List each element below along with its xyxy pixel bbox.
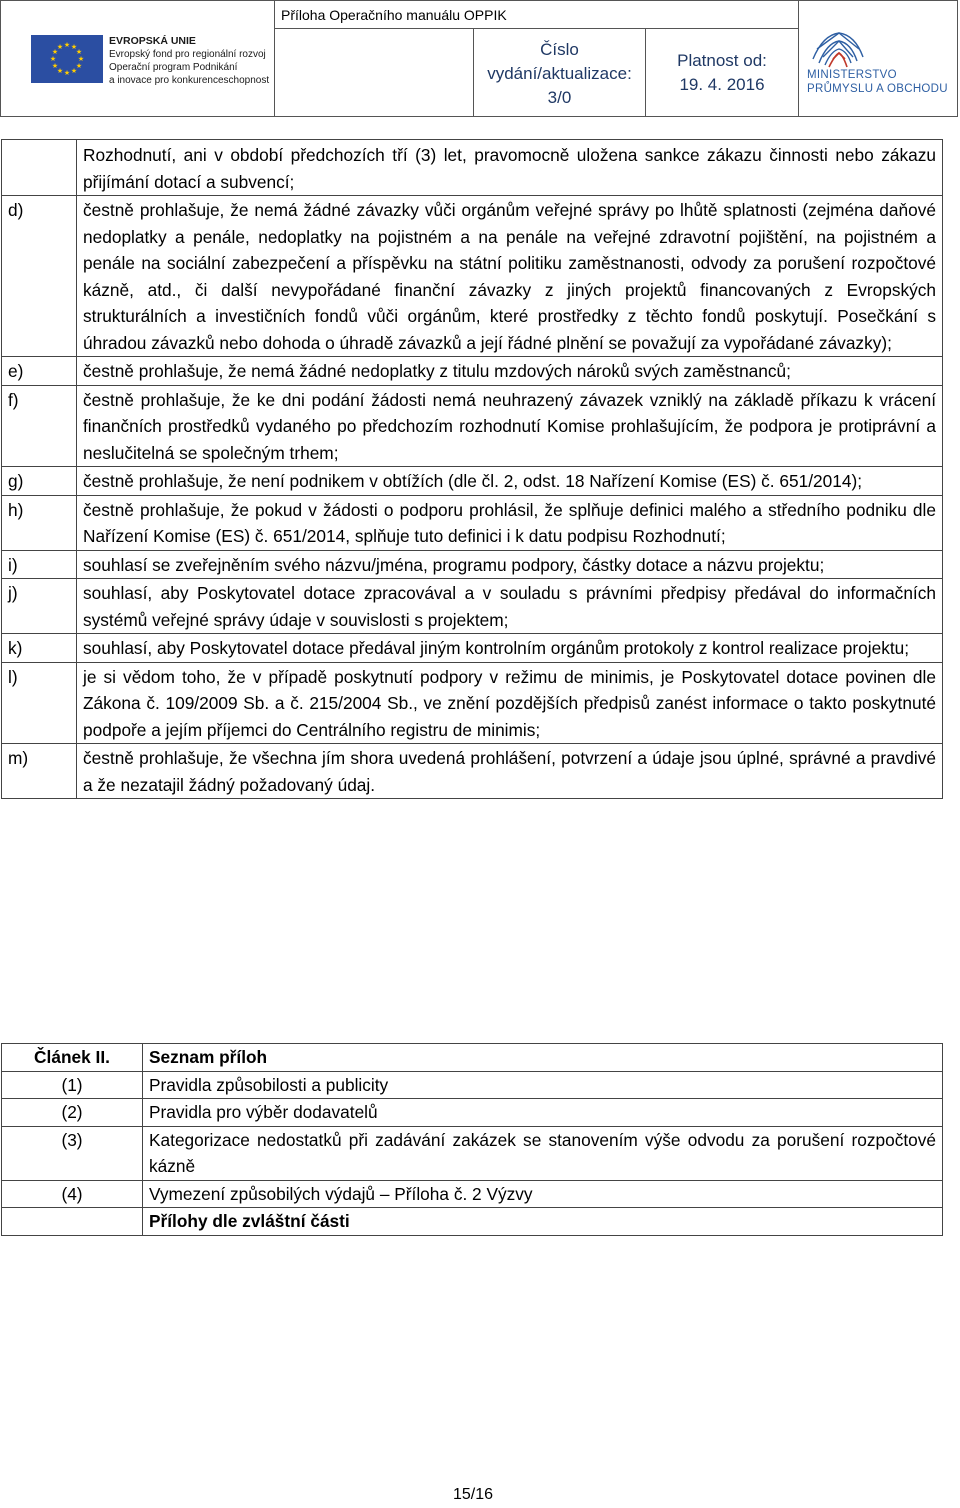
declaration-row (2, 744, 943, 799)
svg-text:★: ★ (49, 55, 57, 63)
declaration-row (2, 579, 943, 634)
declaration-text: čestně prohlašuje, že pokud v žádosti o podporu prohlásil, že splňuje definici malého a středního podniku dle Nařízení Komise (ES) č. 651/2014, splňuje tuto definici i k datu podpisu Rozhodnutí; (77, 495, 943, 550)
declarations-table (1, 139, 943, 799)
ministry-logo-icon (809, 29, 867, 69)
attachment-row (2, 1071, 943, 1099)
svg-text:★: ★ (75, 62, 83, 70)
declaration-label: l) (2, 662, 77, 744)
version-label-2: vydání/aktualizace: (487, 64, 632, 83)
declaration-text: souhlasí, aby Poskytovatel dotace předával jiným kontrolním orgánům protokoly z kontrol realizace projektu; (77, 634, 943, 663)
attachment-label: (2) (2, 1099, 143, 1127)
declaration-text: čestně prohlašuje, že nemá žádné nedoplatky z titulu mzdových nároků svých zaměstnanců; (77, 357, 943, 386)
attachment-row (2, 1126, 943, 1180)
declaration-text: čestně prohlašuje, že ke dni podání žádosti nemá neuhrazený závazek vzniklý na základě příkazu k vrácení finančních prostředků vydaného po předchozím rozhodnutí Komise prohlašujícím, že podpora je protiprávní a neslučitelná se společným trhem; (77, 385, 943, 467)
svg-text:★: ★ (77, 55, 85, 63)
attachments-table (1, 1043, 943, 1236)
eu-logo-cell (1, 1, 275, 116)
declaration-label (2, 140, 77, 196)
eu-program-sub: a inovace pro konkurenceschopnost (109, 75, 270, 86)
attachment-text: Pravidla způsobilosti a publicity (143, 1071, 943, 1099)
declaration-text: čestně prohlašuje, že není podnikem v obtížích (dle čl. 2, odst. 18 Nařízení Komise (ES) č. 651/2014); (77, 467, 943, 496)
eu-program-text (109, 35, 274, 87)
doc-title: Příloha Operačního manuálu OPPIK (275, 1, 799, 29)
declaration-label: f) (2, 385, 77, 467)
attachment-text: Pravidla pro výběr dodavatelů (143, 1099, 943, 1127)
declaration-text: je si vědom toho, že v případě poskytnutí podpory v režimu de minimis, je Poskytovatel dotace povinen dle Zákona č. 109/2009 Sb. a č. 215/2004 Sb., ve znění pozdějších předpisů zanést informace o takto poskytnuté podpoře a jejím příjemci do Centrálního registru de minimis; (77, 662, 943, 744)
special-label (2, 1208, 143, 1236)
declaration-label: d) (2, 196, 77, 357)
declaration-label: e) (2, 357, 77, 386)
declaration-row (2, 550, 943, 579)
declaration-row (2, 196, 943, 357)
ministry-line-1: MINISTERSTVO (807, 69, 897, 81)
attachment-row (2, 1099, 943, 1127)
svg-text:★: ★ (63, 69, 71, 77)
declaration-row (2, 662, 943, 744)
ministry-logo-cell (799, 1, 957, 116)
svg-text:★: ★ (70, 67, 78, 75)
valid-label: Platnost od: (677, 51, 767, 70)
eu-flag-icon (31, 35, 103, 83)
page-number: 15/16 (452, 1486, 494, 1503)
version-label-1: Číslo (540, 40, 579, 59)
declaration-label: i) (2, 550, 77, 579)
attachment-row (2, 1180, 943, 1208)
article-label: Článek II. (2, 1044, 143, 1072)
special-text: Přílohy dle zvláštní části (143, 1208, 943, 1236)
declaration-label: k) (2, 634, 77, 663)
declaration-label: g) (2, 467, 77, 496)
attachment-label: (3) (2, 1126, 143, 1180)
svg-text:★: ★ (56, 67, 64, 75)
version-value: 3/0 (547, 88, 572, 107)
declaration-text: souhlasí se zveřejněním svého názvu/jména, programu podpory, částky dotace a názvu projektu; (77, 550, 943, 579)
declaration-label: h) (2, 495, 77, 550)
declaration-row (2, 495, 943, 550)
version-cell (474, 29, 646, 116)
svg-text:★: ★ (51, 62, 59, 70)
declaration-label: m) (2, 744, 77, 799)
eu-name: EVROPSKÁ UNIE (109, 35, 196, 47)
document-header (0, 0, 958, 117)
declaration-text: Rozhodnutí, ani v období předchozích tří (3) let, pravomocně uložena sankce zákazu činnosti nebo zákazu přijímání dotací a subvencí; (77, 140, 943, 196)
ministry-name (807, 68, 952, 96)
svg-text:★: ★ (70, 43, 78, 51)
declaration-text: souhlasí, aby Poskytovatel dotace zpracovával a v souladu s právními předpisy předával do informačních systémů veřejné správy údaje v souvislosti s projektem; (77, 579, 943, 634)
declaration-row (2, 467, 943, 496)
svg-text:★: ★ (75, 48, 83, 56)
declaration-row (2, 140, 943, 196)
declaration-row (2, 357, 943, 386)
declaration-row (2, 385, 943, 467)
special-attachments-row (2, 1208, 943, 1236)
declaration-text: čestně prohlašuje, že všechna jím shora uvedená prohlášení, potvrzení a údaje jsou úplné, správné a pravdivé a že nezatajil žádný požadovaný údaj. (77, 744, 943, 799)
ministry-line-2: PRŮMYSLU A OBCHODU (807, 83, 948, 95)
attachment-label: (4) (2, 1180, 143, 1208)
svg-text:★: ★ (56, 43, 64, 51)
svg-text:★: ★ (51, 48, 59, 56)
declaration-label: j) (2, 579, 77, 634)
header-blank-cell (275, 29, 474, 116)
attachment-label: (1) (2, 1071, 143, 1099)
eu-fund: Evropský fond pro regionální rozvoj (109, 49, 266, 60)
attachment-text: Vymezení způsobilých výdajů – Příloha č. 2 Výzvy (143, 1180, 943, 1208)
attachments-header-row (2, 1044, 943, 1072)
svg-text:★: ★ (63, 41, 71, 49)
article-title: Seznam příloh (143, 1044, 943, 1072)
declaration-row (2, 634, 943, 663)
validity-cell (646, 29, 799, 116)
eu-program: Operační program Podnikání (109, 62, 238, 73)
valid-value: 19. 4. 2016 (679, 75, 765, 94)
declaration-text: čestně prohlašuje, že nemá žádné závazky vůči orgánům veřejné správy po lhůtě splatnosti (zejména daňové nedoplatky a penále, nedoplatky na pojistném a na penále na veřejné zdravotní pojištění, na pojistném a penále na sociální zabezpečení a příspěvku na státní politiku zaměstnanosti, odvody za porušení rozpočtové kázně, atd., či další nevypořádané finanční závazky z jiných projektů financovaných z Evropských strukturálních a investičních fondů vůči orgánům, které prostředky z těchto fondů poskytují. Posečkání s úhradou závazků nebo dohoda o úhradě závazků a její řádné plnění se považují za vypořádané závazky); (77, 196, 943, 357)
attachment-text: Kategorizace nedostatků při zadávání zakázek se stanovením výše odvodu za porušení rozpočtové kázně (143, 1126, 943, 1180)
